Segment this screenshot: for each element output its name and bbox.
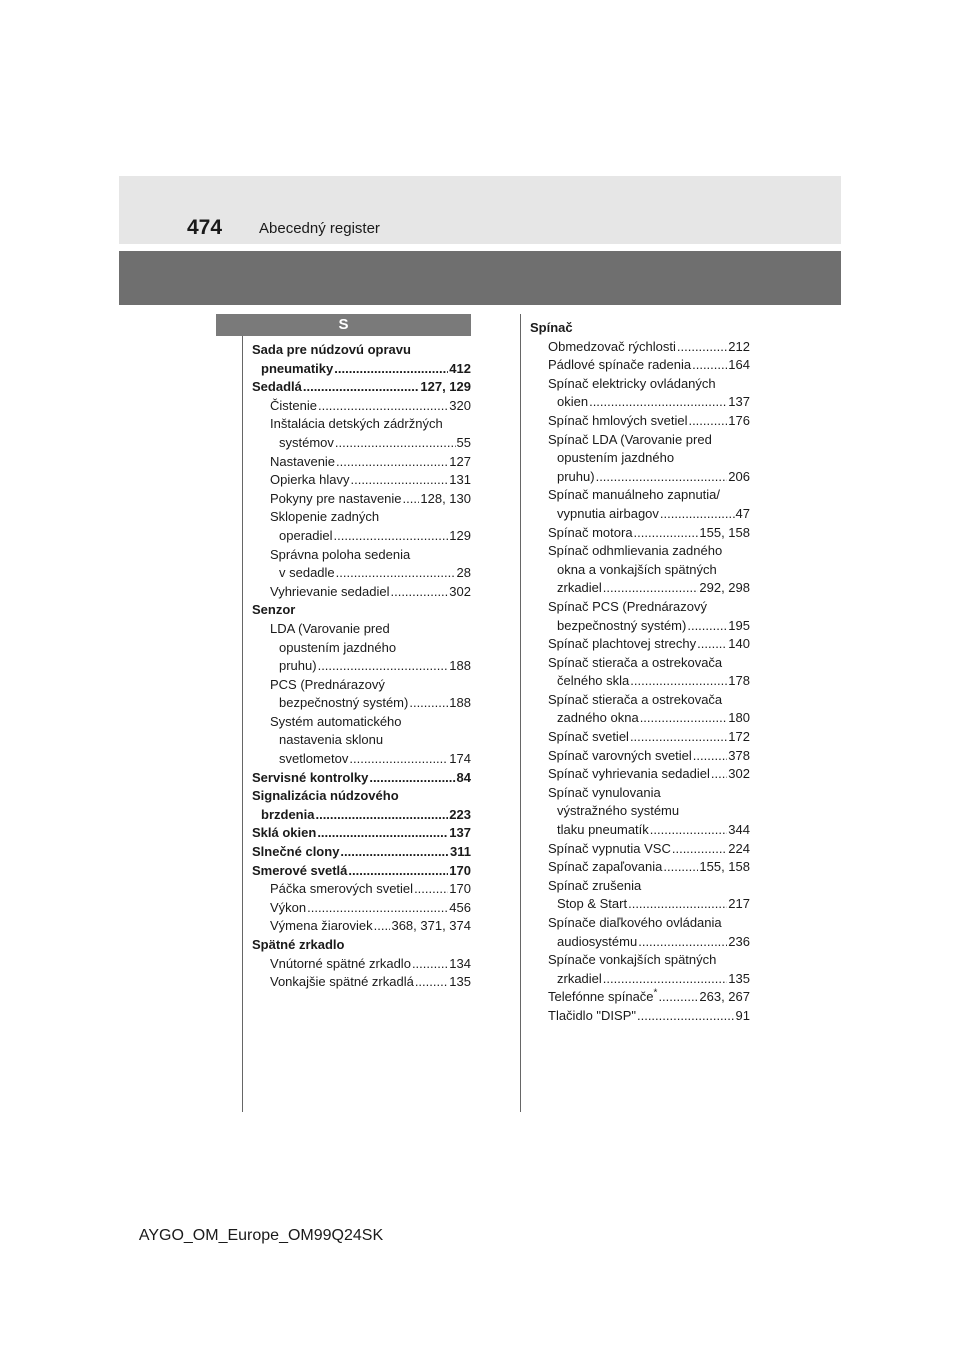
index-entry-term: pruhu) — [279, 658, 317, 674]
dot-leader — [589, 393, 727, 412]
index-entry: Signalizácia núdzového — [252, 788, 399, 804]
index-entry-page: 155, 158 — [699, 524, 750, 540]
index-entry-term: zadného okna — [557, 710, 639, 726]
dot-leader — [336, 453, 448, 472]
index-entry-term: Obmedzovač rýchlosti — [548, 338, 676, 354]
index-entry: Spínače vonkajších spätných — [548, 952, 717, 968]
index-entry-page: 140 — [728, 636, 750, 652]
index-entry-term: Vnútorné spätné zrkadlo — [270, 955, 411, 971]
index-entry-page: 174 — [449, 751, 471, 767]
dot-leader — [369, 769, 455, 788]
dot-leader — [348, 862, 448, 881]
index-entry: Senzor — [252, 602, 296, 618]
dot-leader — [390, 583, 448, 602]
dot-leader — [303, 378, 420, 397]
index-entry-page: 212 — [728, 338, 750, 354]
index-entry-page: 344 — [728, 822, 750, 838]
index-entry: Spínač zrušenia — [548, 877, 642, 893]
index-entry-term: pneumatiky — [261, 360, 334, 376]
index-entry-term: Spínač varovných svetiel — [548, 747, 692, 763]
dot-leader — [630, 728, 727, 747]
index-entry-page: 195 — [728, 617, 750, 633]
index-entry — [252, 806, 471, 825]
index-entry-term: vypnutia airbagov — [557, 505, 659, 521]
index-entry-term: Telefónne spínače* — [548, 988, 658, 1005]
index-entry — [252, 917, 471, 936]
index-entry: Spínač odhmlievania zadného — [548, 543, 723, 559]
index-entry — [530, 617, 750, 636]
index-entry: nastavenia sklonu — [279, 732, 384, 748]
index-entry-page: 378 — [728, 747, 750, 763]
dot-leader — [317, 824, 448, 843]
index-entry-page: 129 — [449, 527, 471, 543]
index-entry — [530, 858, 750, 877]
index-entry-term: Spínač vypnutia VSC — [548, 840, 671, 856]
dot-leader — [637, 1007, 735, 1026]
index-entry — [530, 765, 750, 784]
index-entry-term: Slnečné clony — [252, 844, 340, 860]
dot-leader — [318, 397, 448, 416]
index-entry-term: pruhu) — [557, 468, 595, 484]
index-entry-term: Tlačidlo "DISP" — [548, 1007, 636, 1023]
index-entry-term: Čistenie — [270, 397, 317, 413]
index-entry-page: 170 — [449, 862, 471, 878]
dot-leader — [414, 880, 448, 899]
index-entry — [252, 434, 471, 453]
index-entry-term: zrkadiel — [557, 970, 602, 986]
column-divider-right — [520, 314, 521, 1112]
dot-leader — [374, 917, 391, 936]
section-title: Abecedný register — [259, 220, 380, 237]
footnote-marker: * — [653, 988, 658, 1000]
index-entry — [252, 527, 471, 546]
index-entry — [530, 338, 750, 357]
dot-leader — [318, 657, 449, 676]
index-entry: opustením jazdného — [557, 450, 675, 466]
index-entry: Sklopenie zadných — [270, 509, 380, 525]
dot-leader — [603, 970, 728, 989]
index-entry-page: 164 — [728, 357, 750, 373]
index-entry — [530, 970, 750, 989]
dot-leader — [340, 843, 449, 862]
dot-leader — [638, 933, 727, 952]
dot-leader — [307, 899, 448, 918]
index-column-left — [252, 341, 471, 992]
index-entry-page: 128, 130 — [420, 490, 471, 506]
index-entry: Spínač elektricky ovládaných — [548, 375, 716, 391]
dot-leader — [660, 505, 735, 524]
index-entry-page: 135 — [728, 970, 750, 986]
index-entry: Spínač PCS (Prednárazový — [548, 598, 707, 614]
index-entry — [252, 453, 471, 472]
dot-leader — [403, 490, 420, 509]
index-entry-term: v sedadle — [279, 565, 335, 581]
index-entry-page: 178 — [728, 673, 750, 689]
dot-leader — [412, 955, 448, 974]
header-top-band — [119, 176, 841, 244]
index-entry: opustením jazdného — [279, 639, 397, 655]
dot-leader — [711, 765, 727, 784]
index-entry — [252, 360, 471, 379]
dot-leader — [349, 750, 448, 769]
index-entry-term: Spínač plachtovej strechy — [548, 636, 697, 652]
index-entry: LDA (Varovanie pred — [270, 620, 390, 636]
index-entry-page: 28 — [456, 565, 471, 581]
index-entry — [530, 672, 750, 691]
index-entry-page: 412 — [449, 360, 471, 376]
index-entry-term: bezpečnostný systém) — [279, 695, 409, 711]
index-entry: Sada pre núdzovú opravu — [252, 342, 411, 357]
index-entry-page: 176 — [728, 412, 750, 428]
index-entry-term: tlaku pneumatík — [557, 822, 649, 838]
index-entry-page: 180 — [728, 710, 750, 726]
index-entry-term: Sklá okien — [252, 825, 317, 841]
index-entry-page: 311 — [450, 844, 471, 860]
index-entry-page: 302 — [449, 583, 471, 599]
dot-leader — [335, 434, 456, 453]
index-entry-page: 170 — [449, 881, 471, 897]
dot-leader — [640, 709, 728, 728]
index-entry-term: Spínač zapaľovania — [548, 859, 663, 875]
index-entry — [530, 356, 750, 375]
index-entry — [252, 769, 471, 788]
index-entry — [530, 895, 750, 914]
index-entry-term: Výkon — [270, 899, 307, 915]
index-entry: Spínač stierača a ostrekovača — [548, 691, 723, 707]
index-entry-page: 368, 371, 374 — [391, 918, 471, 934]
dot-leader — [693, 747, 728, 766]
index-entry: okna a vonkajších spätných — [557, 561, 717, 577]
dot-leader — [415, 973, 448, 992]
index-entry-term: brzdenia — [261, 806, 315, 822]
index-entry-term: Opierka hlavy — [270, 472, 350, 488]
index-entry: výstražného systému — [557, 803, 680, 819]
index-entry-term: Servisné kontrolky — [252, 769, 369, 785]
dot-leader — [350, 471, 448, 490]
dot-leader — [315, 806, 448, 825]
index-entry-term: Spínač vyhrievania sedadiel — [548, 766, 710, 782]
index-entry-page: 137 — [449, 825, 471, 841]
header-dark-band — [119, 251, 841, 305]
index-entry-page: 302 — [728, 766, 750, 782]
index-entry-page: 320 — [449, 397, 471, 413]
index-entry — [252, 955, 471, 974]
dot-leader — [596, 468, 728, 487]
index-entry-term: Výmena žiaroviek — [270, 918, 373, 934]
index-entry-page: 134 — [449, 955, 471, 971]
dot-leader — [603, 579, 699, 598]
index-entry — [252, 564, 471, 583]
index-entry-page: 224 — [728, 840, 750, 856]
index-entry: PCS (Prednárazový — [270, 676, 385, 692]
dot-leader — [334, 360, 448, 379]
index-column-right — [530, 319, 750, 1026]
index-entry-page: 263, 267 — [699, 989, 750, 1005]
dot-leader — [628, 895, 727, 914]
dot-leader — [409, 694, 448, 713]
index-entry-page: 292, 298 — [699, 580, 750, 596]
index-entry-page: 127 — [449, 453, 471, 469]
index-entry — [530, 1007, 750, 1026]
index-entry-page: 236 — [728, 933, 750, 949]
index-entry-page: 131 — [449, 472, 471, 488]
index-entry-page: 84 — [456, 769, 471, 785]
index-entry-term: Stop & Start — [557, 896, 628, 912]
index-entry: Správna poloha sedenia — [270, 546, 411, 562]
index-entry-page: 91 — [735, 1007, 750, 1023]
index-entry-page: 55 — [456, 434, 471, 450]
index-entry — [252, 657, 471, 676]
index-entry-term: Sedadlá — [252, 379, 302, 395]
dot-leader — [650, 821, 728, 840]
dot-leader — [663, 858, 698, 877]
dot-leader — [692, 356, 727, 375]
index-entry: Spínač vynulovania — [548, 784, 661, 800]
dot-leader — [688, 412, 727, 431]
index-entry: Spínač — [530, 320, 573, 335]
index-entry — [252, 583, 471, 602]
index-entry-term: Pádlové spínače radenia — [548, 357, 692, 373]
index-entry: Spínače diaľkového ovládania — [548, 915, 722, 930]
index-entry-page: 188 — [449, 658, 471, 674]
index-entry-term: Spínač motora — [548, 524, 633, 540]
index-entry-term: Pokyny pre nastavenie — [270, 490, 402, 506]
index-entry-term: Smerové svetlá — [252, 862, 348, 878]
index-entry — [252, 750, 471, 769]
index-entry — [252, 824, 471, 843]
index-entry-page: 206 — [728, 468, 750, 484]
index-entry-term: operadiel — [279, 527, 333, 543]
index-entry — [530, 933, 750, 952]
index-entry: Spínač manuálneho zapnutia/ — [548, 487, 721, 503]
index-entry: Inštalácia detských zádržných — [270, 416, 443, 432]
index-entry-term: audiosystému — [557, 933, 638, 949]
index-entry — [252, 397, 471, 416]
index-entry — [530, 579, 750, 598]
index-entry — [252, 490, 471, 509]
dot-leader — [672, 840, 727, 859]
index-entry — [252, 880, 471, 899]
index-entry-term: Vonkajšie spätné zrkadlá — [270, 974, 414, 990]
index-entry-term: čelného skla — [557, 673, 630, 689]
column-divider-left — [242, 336, 243, 1112]
index-entry — [530, 709, 750, 728]
index-entry — [530, 412, 750, 431]
index-entry-page: 223 — [449, 806, 471, 822]
index-entry-term: Spínač svetiel — [548, 729, 629, 745]
index-entry: Systém automatického — [270, 713, 402, 729]
index-entry — [252, 471, 471, 490]
index-entry-term: bezpečnostný systém) — [557, 617, 687, 633]
index-entry-page: 137 — [728, 394, 750, 410]
index-entry-page: 188 — [449, 695, 471, 711]
index-entry-term: okien — [557, 394, 589, 410]
index-entry — [252, 378, 471, 397]
index-entry — [530, 821, 750, 840]
index-entry: Spätné zrkadlo — [252, 937, 345, 952]
index-entry-page: 155, 158 — [699, 859, 750, 875]
dot-leader — [336, 564, 456, 583]
index-letter-heading: S — [216, 314, 471, 336]
dot-leader — [334, 527, 449, 546]
index-entry-page: 47 — [735, 505, 750, 521]
dot-leader — [634, 524, 699, 543]
index-entry — [530, 468, 750, 487]
index-entry — [530, 728, 750, 747]
index-entry — [530, 505, 750, 524]
index-entry-term: Spínač hmlových svetiel — [548, 412, 688, 428]
index-entry-term: systémov — [279, 434, 334, 450]
index-entry-page: 135 — [449, 974, 471, 990]
index-entry-page: 172 — [728, 729, 750, 745]
dot-leader — [630, 672, 727, 691]
index-entry: Spínač LDA (Varovanie pred — [548, 431, 712, 447]
index-entry — [530, 840, 750, 859]
index-entry — [530, 747, 750, 766]
index-entry-term: svetlometov — [279, 751, 349, 767]
dot-leader — [658, 988, 698, 1007]
index-entry — [252, 899, 471, 918]
index-entry-term: zrkadiel — [557, 580, 602, 596]
index-entry — [252, 973, 471, 992]
index-entry — [530, 524, 750, 543]
index-entry — [530, 988, 750, 1007]
index-entry — [530, 393, 750, 412]
index-entry-term: Vyhrievanie sedadiel — [270, 583, 390, 599]
index-entry-page: 456 — [449, 899, 471, 915]
index-entry-page: 127, 129 — [420, 379, 471, 395]
index-entry — [252, 843, 471, 862]
index-entry — [252, 862, 471, 881]
index-entry-page: 217 — [728, 896, 750, 912]
index-entry — [252, 694, 471, 713]
dot-leader — [687, 617, 727, 636]
dot-leader — [677, 338, 727, 357]
dot-leader — [697, 635, 727, 654]
index-entry — [530, 635, 750, 654]
document-footer-code: AYGO_OM_Europe_OM99Q24SK — [138, 1227, 384, 1244]
page-number: 474 — [187, 216, 223, 239]
index-entry-term: Nastavenie — [270, 453, 336, 469]
index-entry: Spínač stierača a ostrekovača — [548, 654, 723, 670]
index-entry-term: Páčka smerových svetiel — [270, 881, 414, 897]
